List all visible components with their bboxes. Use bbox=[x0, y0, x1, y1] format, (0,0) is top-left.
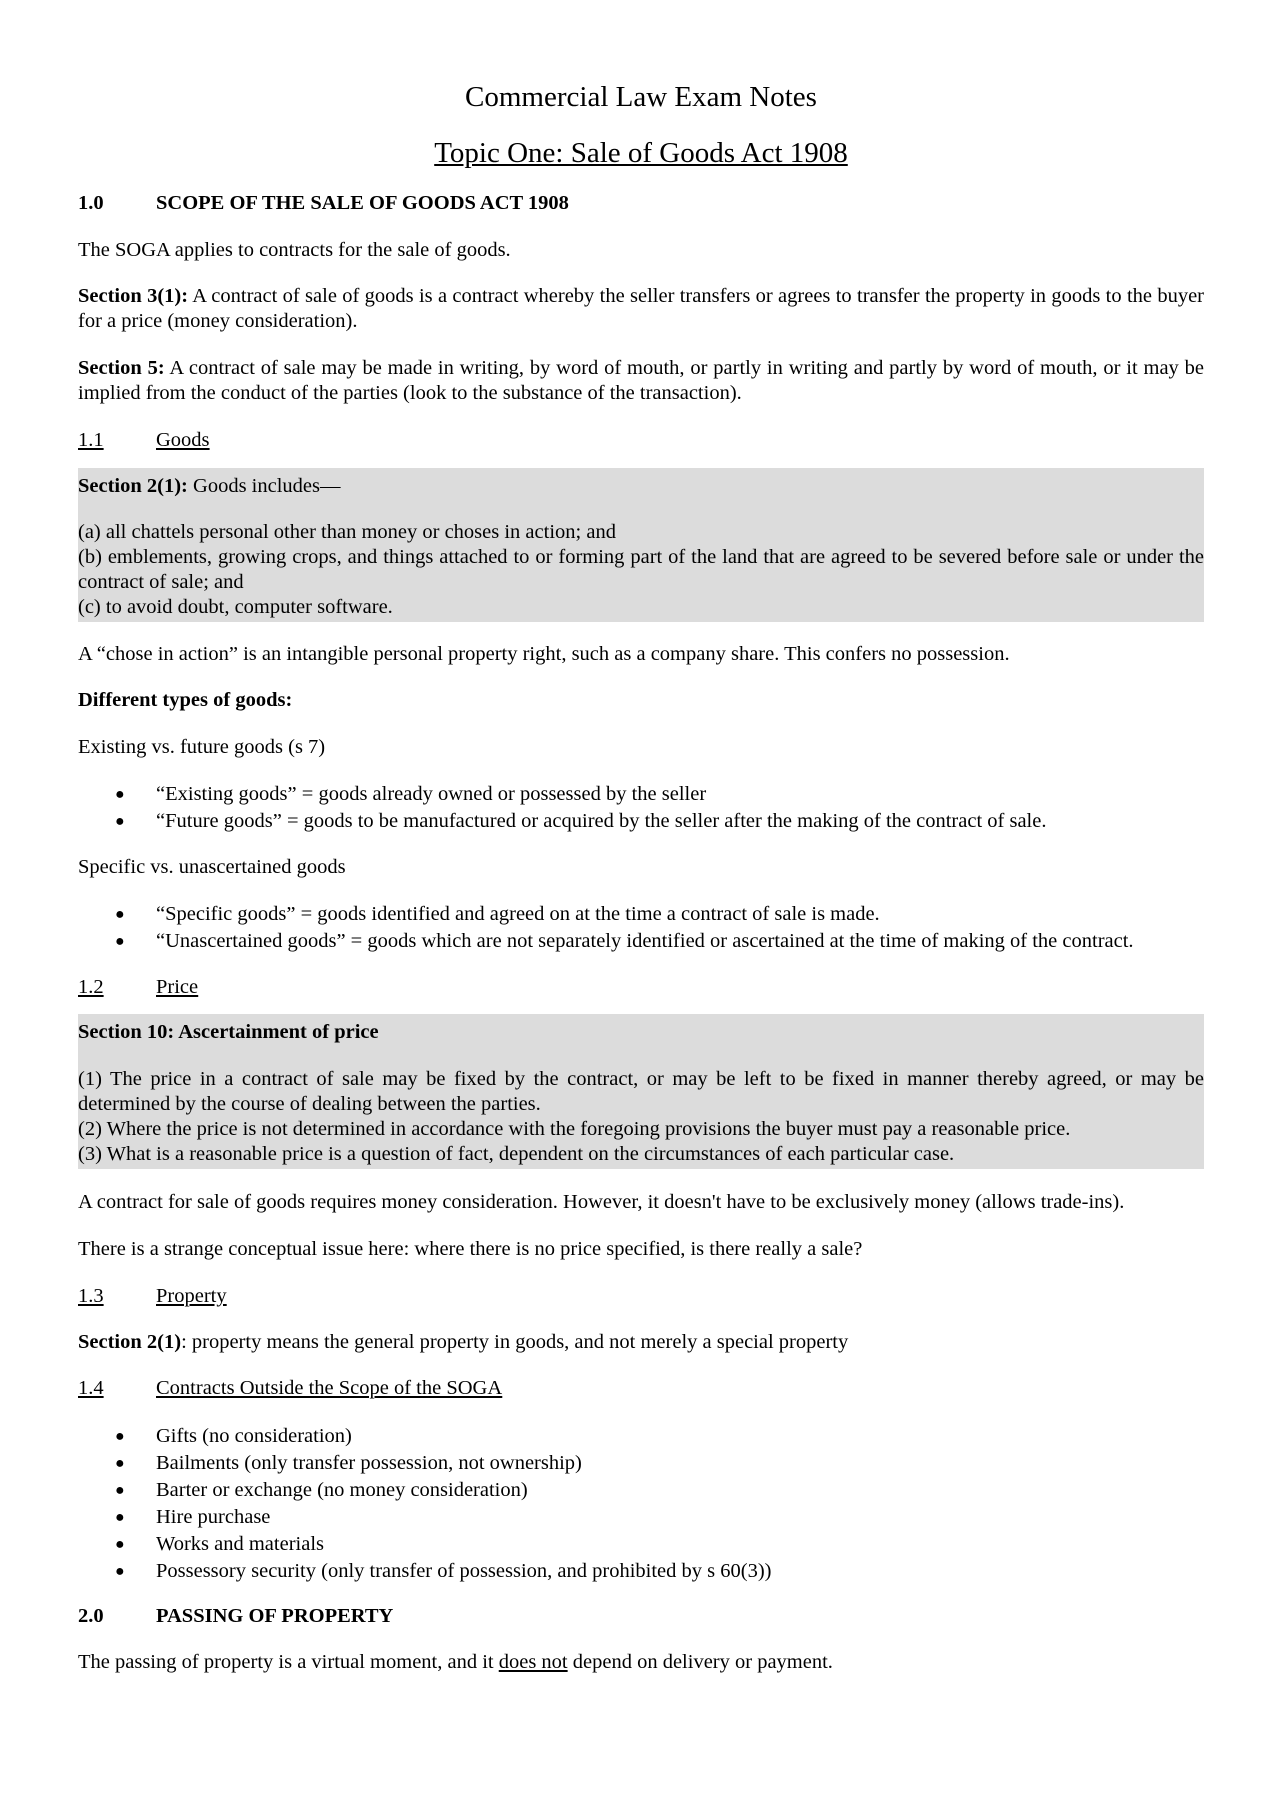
specific-vs-unascertained-heading: Specific vs. unascertained goods bbox=[78, 856, 346, 878]
specific-unascertained-list bbox=[78, 901, 1204, 955]
list-item bbox=[78, 1477, 1204, 1504]
statute-box-heading bbox=[78, 474, 1204, 499]
bullet-icon: ● bbox=[115, 906, 125, 923]
statute-item-c: (c) to avoid doubt, computer software. bbox=[78, 596, 393, 618]
list-item bbox=[78, 901, 1204, 928]
bullet-icon: ● bbox=[115, 786, 125, 803]
types-of-goods-heading bbox=[78, 688, 1204, 713]
bullet-icon: ● bbox=[115, 1509, 125, 1526]
chose-in-action-paragraph: A “chose in action” is an intangible personal property right, such as a company share. This confers no possession. bbox=[78, 643, 1010, 665]
text-part: The passing of property is a virtual moment, and it bbox=[78, 1651, 499, 1673]
topic-title-text: Topic One: Sale of Goods Act 1908 bbox=[434, 137, 848, 169]
subsection-heading-1-1 bbox=[78, 428, 1204, 453]
statute-box-heading bbox=[78, 1020, 1204, 1045]
list-item bbox=[78, 808, 1204, 835]
scope-intro: The SOGA applies to contracts for the sale of goods. bbox=[78, 239, 511, 261]
existing-future-list bbox=[78, 781, 1204, 835]
outside-scope-list bbox=[78, 1423, 1204, 1585]
subsection-number: 1.1 bbox=[78, 429, 104, 451]
section-number: 2.0 bbox=[78, 1605, 104, 1627]
section-label: Section 2(1) bbox=[78, 1331, 182, 1353]
bullet-icon: ● bbox=[115, 813, 125, 830]
section-heading-text: SCOPE OF THE SALE OF GOODS ACT 1908 bbox=[156, 192, 569, 214]
subsection-heading-1-3 bbox=[78, 1284, 1204, 1309]
bullet-icon: ● bbox=[115, 1563, 125, 1580]
property-definition bbox=[78, 1330, 1204, 1355]
section-label: Section 2(1): bbox=[78, 475, 188, 497]
bullet-icon: ● bbox=[115, 1455, 125, 1472]
subsection-heading-text: Price bbox=[156, 976, 199, 998]
list-item bbox=[78, 1450, 1204, 1477]
subsection-heading-1-4 bbox=[78, 1376, 1204, 1401]
list-item-text: “Specific goods” = goods identified and agreed on at the time a contract of sale is made. bbox=[156, 903, 880, 925]
price-paragraph-2: There is a strange conceptual issue here: where there is no price specified, is there really a sale? bbox=[78, 1238, 863, 1260]
text-part: depend on delivery or payment. bbox=[567, 1651, 833, 1673]
list-item bbox=[78, 1504, 1204, 1531]
section-text: A contract of sale of goods is a contract whereby the seller transfers or agrees to transfer the property in goods to the buyer for a price (money consideration). bbox=[78, 285, 1204, 332]
list-item-text: “Unascertained goods” = goods which are not separately identified or ascertained at the time of making of the contract. bbox=[156, 930, 1134, 952]
section-number: 1.0 bbox=[78, 192, 104, 214]
passing-of-property-paragraph bbox=[78, 1650, 1204, 1675]
list-item-text: Bailments (only transfer possession, not ownership) bbox=[156, 1452, 582, 1474]
section-label: Section 5: bbox=[78, 357, 165, 379]
types-heading-text: Different types of goods: bbox=[78, 689, 293, 711]
section-3-1-paragraph bbox=[78, 284, 1204, 334]
list-item bbox=[78, 928, 1204, 955]
section-heading-1-0 bbox=[78, 191, 1204, 216]
list-item-text: Barter or exchange (no money consideration) bbox=[156, 1479, 528, 1501]
list-item bbox=[78, 1558, 1204, 1585]
emphasis-text: does not bbox=[498, 1651, 568, 1673]
list-item-text: Possessory security (only transfer of possession, and prohibited by s 60(3)) bbox=[156, 1560, 772, 1582]
section-text: A contract of sale may be made in writing, by word of mouth, or partly in writing and partly by word of mouth, or it may be implied from the conduct of the parties (look to the substance of the transaction). bbox=[78, 357, 1204, 404]
bullet-icon: ● bbox=[115, 1428, 125, 1445]
subsection-number: 1.4 bbox=[78, 1377, 104, 1399]
bullet-icon: ● bbox=[115, 1482, 125, 1499]
subsection-heading-1-2 bbox=[78, 975, 1204, 1000]
statute-item-2: (2) Where the price is not determined in accordance with the foregoing provisions the buyer must pay a reasonable price. bbox=[78, 1118, 1071, 1140]
subsection-number: 1.3 bbox=[78, 1285, 104, 1307]
price-paragraph-1: A contract for sale of goods requires money consideration. However, it doesn't have to be exclusively money (allows trade-ins). bbox=[78, 1191, 1125, 1213]
bullet-icon: ● bbox=[115, 1536, 125, 1553]
subsection-number: 1.2 bbox=[78, 976, 104, 998]
document-title: Commercial Law Exam Notes bbox=[465, 81, 817, 113]
statute-item-1: (1) The price in a contract of sale may be fixed by the contract, or may be left to be fixed in manner thereby agreed, or may be determined by the course of dealing between the parties. bbox=[78, 1068, 1204, 1115]
list-item-text: Gifts (no consideration) bbox=[156, 1425, 352, 1447]
subsection-heading-text: Property bbox=[156, 1285, 227, 1307]
statute-box-section-2-1 bbox=[78, 468, 1204, 622]
topic-title bbox=[78, 136, 1204, 170]
section-label: Section 3(1): bbox=[78, 285, 189, 307]
section-heading-2-0 bbox=[78, 1604, 1204, 1629]
statute-box-heading-text: Section 10: Ascertainment of price bbox=[78, 1021, 379, 1043]
list-item bbox=[78, 1423, 1204, 1450]
statute-item-3: (3) What is a reasonable price is a question of fact, dependent on the circumstances of each particular case. bbox=[78, 1143, 955, 1165]
section-text: : property means the general property in goods, and not merely a special property bbox=[181, 1331, 849, 1353]
section-heading-text: PASSING OF PROPERTY bbox=[156, 1605, 394, 1627]
section-text: Goods includes— bbox=[187, 475, 341, 497]
subsection-heading-text: Goods bbox=[156, 429, 210, 451]
list-item-text: “Existing goods” = goods already owned or possessed by the seller bbox=[156, 783, 707, 805]
list-item-text: Works and materials bbox=[156, 1533, 324, 1555]
list-item-text: “Future goods” = goods to be manufactured or acquired by the seller after the making of the contract of sale. bbox=[156, 810, 1047, 832]
statute-item-b: (b) emblements, growing crops, and things attached to or forming part of the land that are agreed to be severed before sale or under the contract of sale; and bbox=[78, 546, 1204, 593]
statute-box-section-10 bbox=[78, 1014, 1204, 1169]
section-5-paragraph bbox=[78, 356, 1204, 406]
bullet-icon: ● bbox=[115, 933, 125, 950]
subsection-heading-text: Contracts Outside the Scope of the SOGA bbox=[156, 1377, 503, 1399]
statute-item-a: (a) all chattels personal other than money or choses in action; and bbox=[78, 521, 616, 543]
existing-vs-future-heading: Existing vs. future goods (s 7) bbox=[78, 736, 326, 758]
list-item bbox=[78, 781, 1204, 808]
list-item-text: Hire purchase bbox=[156, 1506, 271, 1528]
list-item bbox=[78, 1531, 1204, 1558]
